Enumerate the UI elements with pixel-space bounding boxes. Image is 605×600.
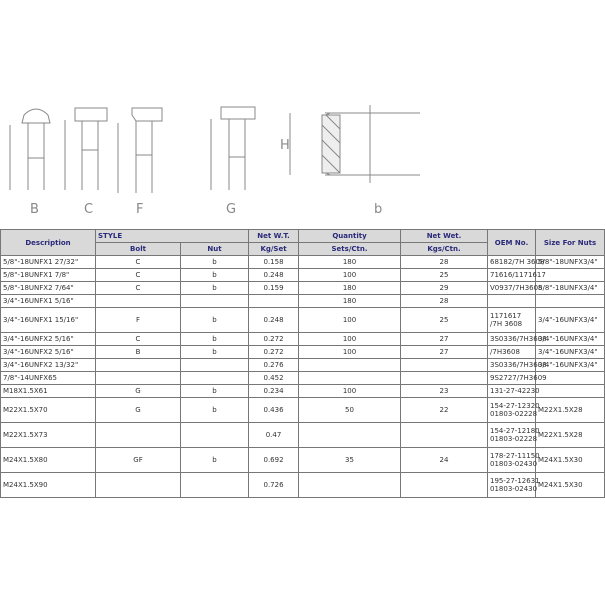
- header-style: STYLE: [96, 230, 249, 243]
- oem-number-cell: [488, 308, 536, 333]
- net-wet-cell: [401, 473, 488, 498]
- oem-number-cell: [488, 359, 547, 372]
- label-b: B: [30, 202, 39, 217]
- quantity-cell: 100: [299, 333, 401, 346]
- net-wet-cell: [401, 359, 488, 372]
- nut-style-cell: b: [181, 398, 249, 423]
- nut-style-cell: [181, 372, 249, 385]
- nut-style-cell: [181, 423, 249, 448]
- oem-number: /7H3608: [490, 348, 520, 356]
- table-row: [1, 346, 605, 359]
- label-nut-b: b: [374, 202, 383, 217]
- quantity-cell: [299, 473, 401, 498]
- net-wet-cell: 23: [401, 385, 488, 398]
- bolt-style-cell: F: [96, 308, 181, 333]
- net-weight-cell: 0.272: [249, 333, 299, 346]
- bolt-style-cell: C: [96, 333, 181, 346]
- description-cell: M22X1.5X73: [1, 423, 96, 448]
- bolt-style-cell: [96, 372, 181, 385]
- bolt-f-drawing: [118, 108, 162, 193]
- net-wet-cell: 24: [401, 448, 488, 473]
- oem-number: 3S0336/7H3608: [490, 361, 547, 369]
- oem-number: 71616/1171617: [490, 271, 546, 279]
- oem-number: 178-27-11150: [490, 452, 540, 460]
- header-nut: Nut: [181, 243, 249, 256]
- size-for-nuts-cell: M24X1.5X30: [536, 473, 605, 498]
- oem-number: 01803-02228: [490, 410, 538, 418]
- description-cell: 5/8"-18UNFX1 7/8": [1, 269, 96, 282]
- quantity-cell: 180: [299, 295, 401, 308]
- oem-number-cell: [488, 448, 540, 473]
- oem-number-cell: [488, 372, 547, 385]
- table-row: [1, 295, 605, 308]
- header-description: Description: [1, 230, 96, 256]
- bolt-style-cell: C: [96, 282, 181, 295]
- oem-number: /7H 3608: [490, 320, 523, 328]
- oem-number-cell: [488, 269, 546, 282]
- table-row: [1, 256, 605, 269]
- size-for-nuts-cell: M22X1.5X28: [536, 398, 605, 423]
- oem-number-cell: [488, 282, 543, 295]
- size-for-nuts-cell: 3/4"-16UNFX3/4": [536, 333, 605, 346]
- description-cell: 3/4"-16UNFX2 13/32": [1, 359, 96, 372]
- bolt-style-cell: B: [96, 346, 181, 359]
- table-row: [1, 282, 605, 295]
- net-wet-cell: 29: [401, 282, 488, 295]
- net-wet-cell: [401, 372, 488, 385]
- table-row: [1, 372, 605, 385]
- specification-table: [0, 229, 605, 498]
- size-for-nuts-cell: 3/4"-16UNFX3/4": [536, 346, 605, 359]
- oem-number: 195-27-12631: [490, 477, 540, 485]
- net-weight-cell: 0.248: [249, 269, 299, 282]
- header-net-wt-unit: Kg/Set: [249, 243, 299, 256]
- net-weight-cell: 0.158: [249, 256, 299, 269]
- description-cell: 5/8"-18UNFX1 27/32": [1, 256, 96, 269]
- net-wet-cell: 27: [401, 333, 488, 346]
- header-quantity-unit: Sets/Ctn.: [299, 243, 401, 256]
- header-net-wet-unit: Kgs/Ctn.: [401, 243, 488, 256]
- nut-style-cell: b: [181, 256, 249, 269]
- quantity-cell: 100: [299, 269, 401, 282]
- description-cell: 5/8"-18UNFX2 7/64": [1, 282, 96, 295]
- oem-number: 9S2727/7H3609: [490, 374, 547, 382]
- bolt-nut-style-diagram: [0, 95, 420, 225]
- description-cell: 3/4"-16UNFX2 5/16": [1, 346, 96, 359]
- description-cell: 7/8"-14UNFX65: [1, 372, 96, 385]
- oem-number-cell: [488, 398, 540, 423]
- quantity-cell: 180: [299, 282, 401, 295]
- quantity-cell: [299, 372, 401, 385]
- net-wet-cell: 25: [401, 308, 488, 333]
- nut-style-cell: [181, 359, 249, 372]
- net-wet-cell: 25: [401, 269, 488, 282]
- header-bolt: Bolt: [96, 243, 181, 256]
- nut-b-drawing: [290, 105, 420, 183]
- net-wet-cell: 28: [401, 256, 488, 269]
- nut-style-cell: b: [181, 448, 249, 473]
- net-weight-cell: 0.726: [249, 473, 299, 498]
- bolt-style-cell: GF: [96, 448, 181, 473]
- net-wet-cell: 28: [401, 295, 488, 308]
- bolt-style-cell: G: [96, 398, 181, 423]
- bolt-style-cell: [96, 423, 181, 448]
- description-cell: 3/4"-16UNFX2 5/16": [1, 333, 96, 346]
- size-for-nuts-cell: [536, 295, 605, 308]
- table-body: [1, 256, 605, 498]
- oem-number: 154-27-12180: [490, 427, 540, 435]
- nut-style-cell: b: [181, 282, 249, 295]
- nut-style-cell: b: [181, 308, 249, 333]
- size-for-nuts-cell: M24X1.5X30: [536, 448, 605, 473]
- quantity-cell: 180: [299, 256, 401, 269]
- description-cell: M22X1.5X70: [1, 398, 96, 423]
- size-for-nuts-cell: [536, 269, 605, 282]
- nut-style-cell: b: [181, 333, 249, 346]
- bolt-b-drawing: [10, 109, 50, 190]
- table-row: [1, 473, 605, 498]
- oem-number-cell: [488, 346, 536, 359]
- net-weight-cell: 0.248: [249, 308, 299, 333]
- oem-number-cell: [488, 385, 540, 398]
- oem-number-cell: [488, 295, 536, 308]
- label-c: C: [84, 202, 94, 217]
- net-weight-cell: 0.159: [249, 282, 299, 295]
- quantity-cell: 100: [299, 385, 401, 398]
- oem-number: 01803-02430: [490, 485, 538, 493]
- size-for-nuts-cell: M22X1.5X28: [536, 423, 605, 448]
- net-wet-cell: [401, 423, 488, 448]
- header-oem: OEM No.: [488, 230, 536, 256]
- header-net-wt: Net W.T.: [249, 230, 299, 243]
- oem-number-cell: [488, 473, 540, 498]
- net-weight-cell: 0.436: [249, 398, 299, 423]
- description-cell: M24X1.5X80: [1, 448, 96, 473]
- quantity-cell: [299, 423, 401, 448]
- quantity-cell: 100: [299, 308, 401, 333]
- oem-number-cell: [488, 256, 545, 269]
- table-row: [1, 333, 605, 346]
- size-for-nuts-cell: 3/4"-16UNFX3/4": [536, 359, 605, 372]
- table-row: [1, 359, 605, 372]
- quantity-cell: [299, 359, 401, 372]
- bolt-c-drawing: [65, 108, 107, 190]
- label-g: G: [226, 202, 237, 217]
- header-quantity: Quantity: [299, 230, 401, 243]
- description-cell: 3/4"-16UNFX1 5/16": [1, 295, 96, 308]
- table-row: [1, 269, 605, 282]
- oem-number: V0937/7H3608: [490, 284, 543, 292]
- net-weight-cell: 0.272: [249, 346, 299, 359]
- oem-number: 68182/7H 3608: [490, 258, 545, 266]
- size-for-nuts-cell: 3/4"-16UNFX3/4": [536, 308, 605, 333]
- quantity-cell: 35: [299, 448, 401, 473]
- oem-number: 1171617: [490, 312, 522, 320]
- size-for-nuts-cell: 5/8"-18UNFX3/4": [536, 282, 605, 295]
- net-weight-cell: 0.234: [249, 385, 299, 398]
- header-net-wet: Net Wet.: [401, 230, 488, 243]
- size-for-nuts-cell: [536, 385, 605, 398]
- description-cell: M18X1.5X61: [1, 385, 96, 398]
- bolt-style-cell: [96, 473, 181, 498]
- header-size-for-nuts: Size For Nuts: [536, 230, 605, 256]
- nut-style-cell: b: [181, 346, 249, 359]
- net-wet-cell: 27: [401, 346, 488, 359]
- nut-style-cell: b: [181, 269, 249, 282]
- nut-style-cell: [181, 295, 249, 308]
- net-weight-cell: 0.692: [249, 448, 299, 473]
- bolt-style-cell: C: [96, 256, 181, 269]
- net-weight-cell: 0.276: [249, 359, 299, 372]
- table-row: [1, 423, 605, 448]
- oem-number: 01803-02228: [490, 435, 538, 443]
- bolt-style-cell: [96, 295, 181, 308]
- bolt-style-cell: [96, 359, 181, 372]
- bolt-style-cell: C: [96, 269, 181, 282]
- oem-number-cell: [488, 423, 540, 448]
- nut-style-cell: [181, 473, 249, 498]
- net-weight-cell: 0.452: [249, 372, 299, 385]
- oem-number: 154-27-12320: [490, 402, 540, 410]
- oem-number: 3S0336/7H3608: [490, 335, 547, 343]
- quantity-cell: 100: [299, 346, 401, 359]
- table-row: [1, 398, 605, 423]
- oem-number: 131-27-42230: [490, 387, 540, 395]
- net-weight-cell: 0.47: [249, 423, 299, 448]
- nut-style-cell: b: [181, 385, 249, 398]
- quantity-cell: 50: [299, 398, 401, 423]
- bolt-g-drawing: [211, 107, 255, 190]
- table-row: [1, 308, 605, 333]
- description-cell: M24X1.5X90: [1, 473, 96, 498]
- oem-number-cell: [488, 333, 547, 346]
- table-row: [1, 448, 605, 473]
- net-weight-cell: [249, 295, 299, 308]
- label-h: H: [280, 138, 290, 153]
- description-cell: 3/4"-16UNFX1 15/16": [1, 308, 96, 333]
- net-wet-cell: 22: [401, 398, 488, 423]
- oem-number: 01803-02430: [490, 460, 538, 468]
- label-f: F: [136, 202, 144, 217]
- bolt-style-cell: G: [96, 385, 181, 398]
- table-row: [1, 385, 605, 398]
- size-for-nuts-cell: 5/8"-18UNFX3/4": [536, 256, 605, 269]
